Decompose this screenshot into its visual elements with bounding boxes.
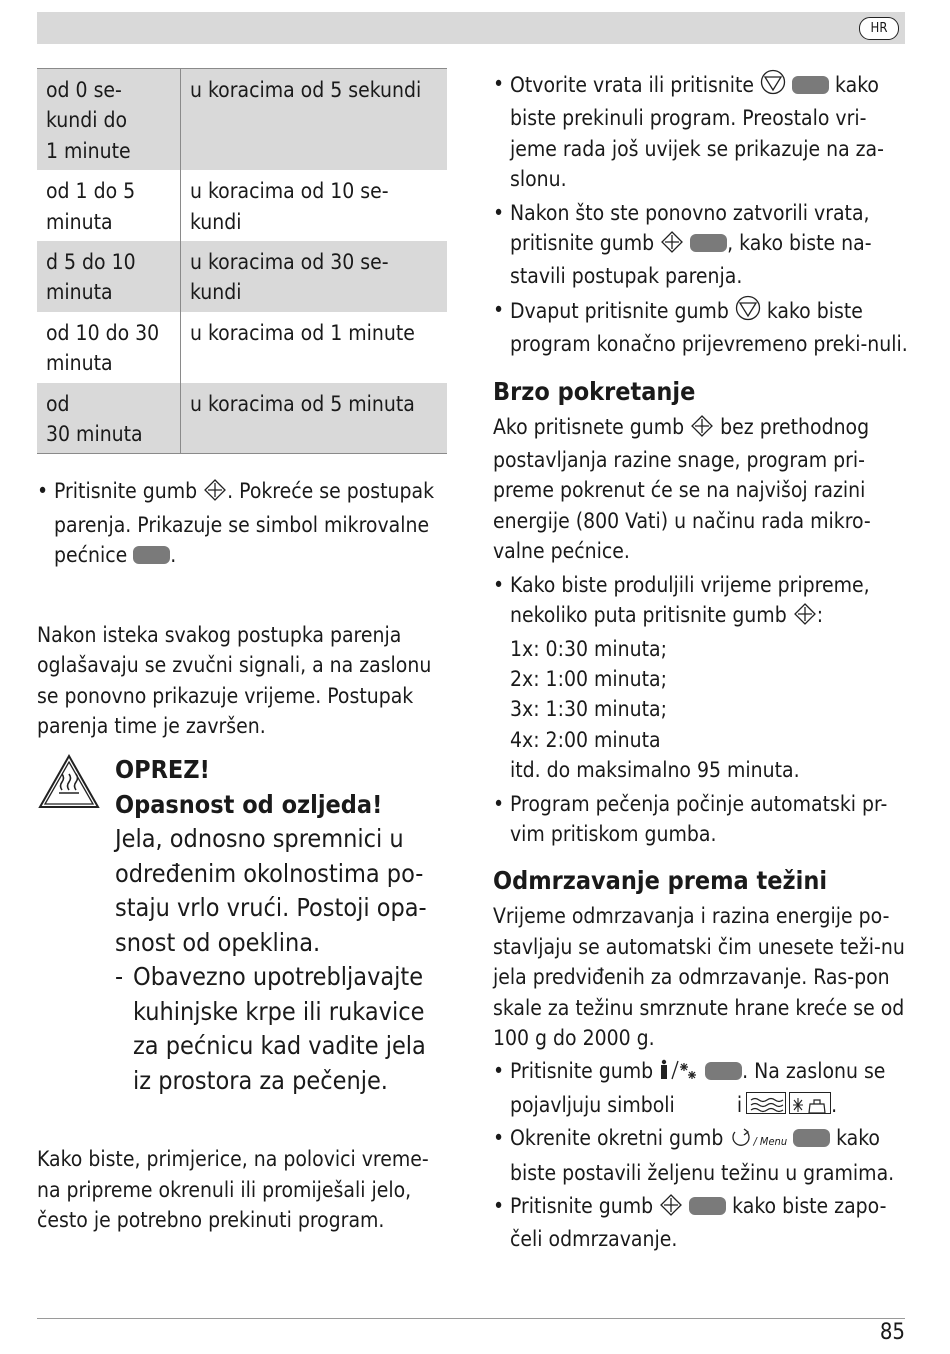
table-row	[37, 69, 447, 171]
start-diamond-icon	[659, 1194, 683, 1224]
start-diamond-icon	[793, 603, 817, 633]
bullet-text: Nakon što ste ponovno zatvorili vrata, pritisnite gumb	[510, 200, 870, 256]
bullet-text: kako biste prekinuli program. Preostalo vri-jeme rada još uvijek se prikazuje na za-slonu.	[510, 73, 884, 192]
stop-icon	[760, 69, 786, 103]
cancel-bullet: • Dvaput pritisnite gumb kako biste program konačno prijevremeno preki-nuli.	[493, 295, 908, 360]
time-range-cell: od 1 do 5 minuta	[37, 170, 181, 241]
footer-divider	[37, 1318, 905, 1319]
defrost-paragraph: Vrijeme odmrzavanja i razina energije po-stavljaju se automatski čim unesete teži-nu jela predviđenih za odmrzavanje. Ras-pon skale za težinu smrznute hrane kreće se od 100 g do 2000 g.	[493, 904, 905, 1050]
defrost-button-bullet: • Pritisnite gumb . Na zaslonu se pojavljuju simboli i .	[493, 1059, 886, 1117]
defrost-icon	[659, 1059, 699, 1089]
start-steaming-bullet: • Pritisnite gumb . Pokreće se postupak parenja. Prikazuje se simbol mikrovalne pećnice .	[37, 479, 435, 568]
injury-risk-title: Opasnost od ozljeda!	[115, 789, 383, 819]
menu-label: / Menu	[753, 1135, 788, 1149]
steam-wave-icon	[746, 1092, 786, 1114]
caution-instruction: - Obavezno upotrebljavajte kuhinjske krpe ili rukavice za pećnicu kad vadite jela iz prostora za pečenje.	[115, 962, 426, 1095]
bullet-text: Otvorite vrata ili pritisnite	[510, 73, 761, 97]
bullet-text: :	[816, 603, 824, 628]
rotary-knob-icon	[729, 1126, 753, 1156]
step-size-cell: u koracima od 5 sekundi	[181, 69, 448, 171]
press-count-line: 4x: 2:00 minuta	[510, 727, 661, 752]
page-number: 85	[879, 1320, 905, 1345]
start-pill-icon	[690, 234, 727, 252]
paragraph-text: bez prethodnog postavljanja razine snage, program pri-preme pokrenut će se na najvišoj razini energije (800 Vati) u načinu rada mikro-valne pećnice.	[493, 414, 871, 564]
bullet-text: Okrenite okretni gumb	[510, 1126, 730, 1151]
start-diamond-icon	[690, 415, 714, 445]
start-diamond-icon	[203, 479, 227, 509]
bullet-text: Pritisnite gumb	[510, 1194, 660, 1218]
bullet-text: Kako biste produljili vrijeme pripreme, nekoliko puta pritisnite gumb	[510, 572, 870, 628]
time-range-cell: od 0 se- kundi do 1 minute	[37, 69, 181, 171]
start-pill-icon	[689, 1197, 726, 1215]
step-size-cell: u koracima od 5 minuta	[181, 383, 448, 454]
header-bar	[37, 12, 905, 44]
time-range-cell: od 30 minuta	[37, 383, 181, 454]
knob-pill-icon	[793, 1129, 830, 1147]
interrupt-bullet: • Otvorite vrata ili pritisnite kako biste prekinuli program. Preostalo vri-jeme rada još uvijek se prikazuje na za-slonu.	[493, 69, 908, 195]
bullet-text: kako biste postavili željenu težinu u gramima.	[510, 1126, 895, 1185]
table-row	[37, 383, 447, 454]
bullet-text: Pritisnite gumb	[54, 479, 204, 504]
caution-block	[37, 753, 447, 1098]
stop-pill-icon	[792, 76, 829, 94]
stop-icon	[735, 295, 761, 329]
defrost-weight-icon	[789, 1092, 831, 1114]
step-size-cell: u koracima od 10 se- kundi	[190, 179, 389, 234]
start-defrost-bullet: • Pritisnite gumb kako biste zapo-čeli odmrzavanje.	[493, 1194, 887, 1252]
bullet-text: . Na zaslonu se pojavljuju simboli	[510, 1059, 886, 1117]
press-count-line: 2x: 1:00 minuta;	[510, 666, 667, 691]
press-count-line: 1x: 0:30 minuta;	[510, 636, 667, 661]
auto-start-bullet: • Program pečenja počinje automatski pr-vim pritiskom gumba.	[493, 791, 888, 846]
press-count-list	[510, 634, 908, 786]
hot-surface-warning-icon	[37, 753, 101, 821]
language-badge: HR	[859, 17, 899, 40]
quick-start-paragraph	[493, 412, 908, 567]
rotary-knob-bullet: • Okrenite okretni gumb / Menu kako biste postavili željenu težinu u gramima.	[493, 1126, 895, 1185]
defrost-pill-icon	[705, 1062, 742, 1080]
caution-instruction-text: Obavezno upotrebljavajte kuhinjske krpe ili rukavice za pećnicu kad vadite jela iz prostora za pečenje.	[133, 962, 426, 1095]
right-column	[493, 68, 908, 1255]
bullet-text: .	[170, 543, 177, 568]
steaming-end-paragraph: Nakon isteka svakog postupka parenja oglašavaju se zvučni signali, a na zaslonu se ponovno prikazuje vrijeme. Postupak parenja time je završen.	[37, 622, 432, 738]
bullet-text: Dvaput pritisnite gumb	[510, 298, 735, 323]
bullet-text: i	[736, 1092, 743, 1117]
bullet-text: , kako biste na-stavili postupak parenja.	[510, 231, 872, 289]
table-row	[37, 241, 447, 312]
press-count-line: 3x: 1:30 minuta;	[510, 697, 667, 722]
turn-food-paragraph: Kako biste, primjerice, na polovici vreme-na pripreme okrenuli ili promiješali jelo, često je potrebno prekinuti program.	[37, 1147, 429, 1233]
time-range-cell: d 5 do 10 minuta	[37, 241, 181, 312]
step-size-cell: u koracima od 1 minute	[190, 320, 415, 345]
defrost-heading: Odmrzavanje prema težini	[493, 866, 828, 896]
bullet-text: .	[831, 1092, 838, 1117]
extend-time-bullet: • Kako biste produljili vrijeme pripreme, nekoliko puta pritisnite gumb : 1x: 0:30 minuta; 2x: 1:00 minuta; 3x: 1:30 minuta; 4x: 2:00 minuta itd. do maksimalno 95 minuta.	[493, 570, 908, 786]
bullet-text: kako biste zapo-čeli odmrzavanje.	[510, 1194, 887, 1252]
step-size-cell: u koracima od 30 se- kundi	[181, 241, 448, 312]
table-row	[37, 170, 447, 241]
bullet-text: kako biste program konačno prijevremeno preki-nuli.	[510, 298, 908, 357]
left-column	[37, 68, 447, 1236]
time-range-cell: od 10 do 30 minuta	[37, 312, 181, 383]
bullet-text: Program pečenja počinje automatski pr-vim pritiskom gumba.	[510, 791, 888, 846]
caution-text: Jela, odnosno spremnici u određenim okolnostima po-staju vrlo vrući. Postoji opa-snost od opeklina.	[115, 824, 427, 957]
bullet-text: . Pokreće se postupak parenja. Prikazuje se simbol mikrovalne pećnice	[54, 479, 435, 568]
microwave-pill-icon	[133, 546, 170, 564]
start-diamond-icon	[660, 231, 684, 261]
bullet-text: Pritisnite gumb	[510, 1059, 660, 1084]
quick-start-heading: Brzo pokretanje	[493, 376, 696, 406]
resume-bullet: • Nakon što ste ponovno zatvorili vrata, pritisnite gumb , kako biste na-stavili postupak parenja.	[493, 200, 872, 289]
press-count-line: itd. do maksimalno 95 minuta.	[510, 758, 800, 783]
caution-title: OPREZ!	[115, 755, 210, 785]
time-step-table	[37, 68, 447, 454]
table-row	[37, 312, 447, 383]
paragraph-text: Ako pritisnete gumb	[493, 414, 691, 439]
